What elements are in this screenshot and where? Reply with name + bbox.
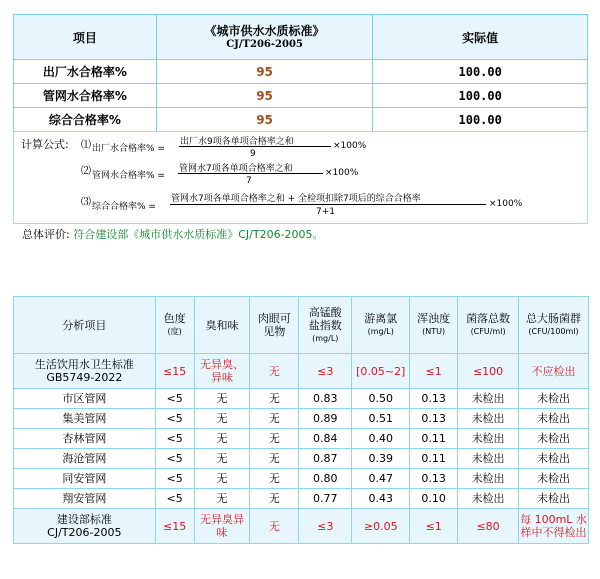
formula-title: 计算公式: — [21, 138, 69, 151]
header-item: 项目 — [14, 15, 157, 60]
cell: 0.51 — [352, 409, 410, 429]
formula-3-index: ⑶ — [81, 197, 91, 208]
cell: 未检出 — [458, 389, 519, 409]
header-coliform: 总大肠菌群 (CFU/100ml) — [519, 297, 589, 354]
table-row — [14, 409, 589, 429]
standard-value: ≤1 — [410, 354, 458, 389]
overall-evaluation-value: 符合建设部《城市供水水质标准》CJ/T206-2005。 — [73, 228, 324, 241]
standard-name: 建设部标准 CJ/T206-2005 — [14, 509, 156, 544]
row-label: 出厂水合格率% — [14, 60, 157, 84]
cell: 0.11 — [410, 449, 458, 469]
table-row — [14, 60, 588, 84]
cell: 未检出 — [519, 489, 589, 509]
header-standard-title: 《城市供水水质标准》 — [204, 24, 325, 38]
formula-2-suffix: ×100% — [325, 168, 359, 178]
table-row — [14, 469, 589, 489]
cell: 无 — [194, 449, 250, 469]
overall-evaluation-label: 总体评价: — [22, 228, 70, 241]
cell: 无 — [194, 389, 250, 409]
table-row — [14, 108, 588, 132]
row-actual-value: 100.00 — [373, 60, 588, 84]
header-analysis-item: 分析项目 — [14, 297, 156, 354]
cell: 0.11 — [410, 429, 458, 449]
standard-value: ≥0.05 — [352, 509, 410, 544]
standard-row-gb — [14, 354, 589, 389]
cell: 0.43 — [352, 489, 410, 509]
standard-value: 无异臭异味 — [194, 509, 250, 544]
cell: 0.77 — [299, 489, 352, 509]
pass-rate-table — [13, 14, 588, 132]
cell: 未检出 — [519, 409, 589, 429]
cell: 无 — [194, 489, 250, 509]
row-name: 同安管网 — [14, 469, 156, 489]
cell: 0.39 — [352, 449, 410, 469]
row-standard-value: 95 — [156, 108, 373, 132]
standard-value: 每 100mL 水样中不得检出 — [519, 509, 589, 544]
table-row — [14, 389, 589, 409]
formula-2-numerator: 管网水7项各单项合格率之和 — [179, 164, 293, 174]
row-name: 翔安管网 — [14, 489, 156, 509]
row-name: 杏林管网 — [14, 429, 156, 449]
cell: <5 — [155, 389, 194, 409]
pass-rate-header-row — [14, 15, 588, 60]
cell: 无 — [250, 409, 299, 429]
cell: 无 — [250, 489, 299, 509]
cell: 未检出 — [458, 469, 519, 489]
formula-1-index: ⑴ — [81, 140, 91, 151]
standard-value: ≤15 — [155, 509, 194, 544]
table-row — [14, 429, 589, 449]
standard-value: 无 — [250, 509, 299, 544]
cell: <5 — [155, 489, 194, 509]
standard-value: [0.05~2] — [352, 354, 410, 389]
cell: <5 — [155, 429, 194, 449]
cell: 0.13 — [410, 389, 458, 409]
cell: 0.80 — [299, 469, 352, 489]
row-standard-value: 95 — [156, 84, 373, 108]
cell: 无 — [194, 469, 250, 489]
header-permanganate: 高锰酸 盐指数 (mg/L) — [299, 297, 352, 354]
table-row — [14, 449, 589, 469]
cell: 0.87 — [299, 449, 352, 469]
standard-value: ≤80 — [458, 509, 519, 544]
cell: 未检出 — [458, 429, 519, 449]
cell: 0.50 — [352, 389, 410, 409]
cell: <5 — [155, 449, 194, 469]
formula-2-denominator: 7 — [246, 176, 252, 186]
cell: 0.10 — [410, 489, 458, 509]
overall-evaluation — [22, 226, 324, 242]
analysis-header-row — [14, 297, 589, 354]
formula-3-fraction-bar — [170, 204, 486, 205]
formula-3-lhs: 综合合格率% = — [92, 202, 156, 212]
standard-name: 生活饮用水卫生标准 GB5749-2022 — [14, 354, 156, 389]
row-standard-value: 95 — [156, 60, 373, 84]
cell: 0.13 — [410, 469, 458, 489]
cell: 未检出 — [519, 469, 589, 489]
row-name: 集美管网 — [14, 409, 156, 429]
water-quality-table — [13, 296, 589, 544]
row-actual-value: 100.00 — [373, 108, 588, 132]
cell: <5 — [155, 469, 194, 489]
formula-1-numerator: 出厂水9项各单项合格率之和 — [180, 137, 294, 147]
header-colony-count: 菌落总数 (CFU/ml) — [458, 297, 519, 354]
table-row — [14, 489, 589, 509]
cell: 未检出 — [458, 449, 519, 469]
cell: 未检出 — [458, 409, 519, 429]
cell: 未检出 — [458, 489, 519, 509]
cell: <5 — [155, 409, 194, 429]
header-free-chlorine: 游离氯 (mg/L) — [352, 297, 410, 354]
cell: 无 — [194, 409, 250, 429]
cell: 无 — [194, 429, 250, 449]
cell: 未检出 — [519, 389, 589, 409]
standard-value: ≤15 — [155, 354, 194, 389]
cell: 0.89 — [299, 409, 352, 429]
formula-3-suffix: ×100% — [489, 199, 523, 209]
cell: 无 — [250, 469, 299, 489]
row-label: 管网水合格率% — [14, 84, 157, 108]
cell: 0.47 — [352, 469, 410, 489]
table-row — [14, 84, 588, 108]
row-label: 综合合格率% — [14, 108, 157, 132]
cell: 无 — [250, 429, 299, 449]
cell: 0.84 — [299, 429, 352, 449]
standard-value: ≤3 — [299, 354, 352, 389]
standard-value: 不应检出 — [519, 354, 589, 389]
row-name: 海沧管网 — [14, 449, 156, 469]
cell: 无 — [250, 389, 299, 409]
cell: 无 — [250, 449, 299, 469]
header-actual: 实际值 — [373, 15, 588, 60]
standard-value: 无异臭、异味 — [194, 354, 250, 389]
formula-1-lhs: 出厂水合格率% = — [92, 144, 165, 154]
row-name: 市区管网 — [14, 389, 156, 409]
formula-1-denominator: 9 — [250, 149, 256, 159]
cell: 0.40 — [352, 429, 410, 449]
cell: 未检出 — [519, 449, 589, 469]
formula-2-index: ⑵ — [81, 166, 91, 177]
standard-row-cj — [14, 509, 589, 544]
header-color: 色度 (度) — [155, 297, 194, 354]
header-standard — [156, 15, 373, 60]
formula-2-fraction-bar — [178, 173, 323, 174]
header-visible-matter: 肉眼可 见物 — [250, 297, 299, 354]
header-odor: 臭和味 — [194, 297, 250, 354]
standard-value: ≤3 — [299, 509, 352, 544]
formula-1-suffix: ×100% — [333, 141, 367, 151]
cell: 0.83 — [299, 389, 352, 409]
formula-box — [13, 131, 588, 224]
standard-value: 无 — [250, 354, 299, 389]
row-actual-value: 100.00 — [373, 84, 588, 108]
formula-3-numerator: 管网水7项各单项合格率之和 + 全检项扣除7项后的综合合格率 — [171, 194, 421, 204]
header-turbidity: 浑浊度 (NTU) — [410, 297, 458, 354]
formula-1-fraction-bar — [179, 146, 331, 147]
formula-2-lhs: 管网水合格率% = — [92, 171, 165, 181]
standard-value: ≤100 — [458, 354, 519, 389]
cell: 未检出 — [519, 429, 589, 449]
cell: 0.13 — [410, 409, 458, 429]
header-standard-code: CJ/T206-2005 — [226, 39, 303, 50]
formula-3-denominator: 7+1 — [316, 207, 335, 217]
standard-value: ≤1 — [410, 509, 458, 544]
